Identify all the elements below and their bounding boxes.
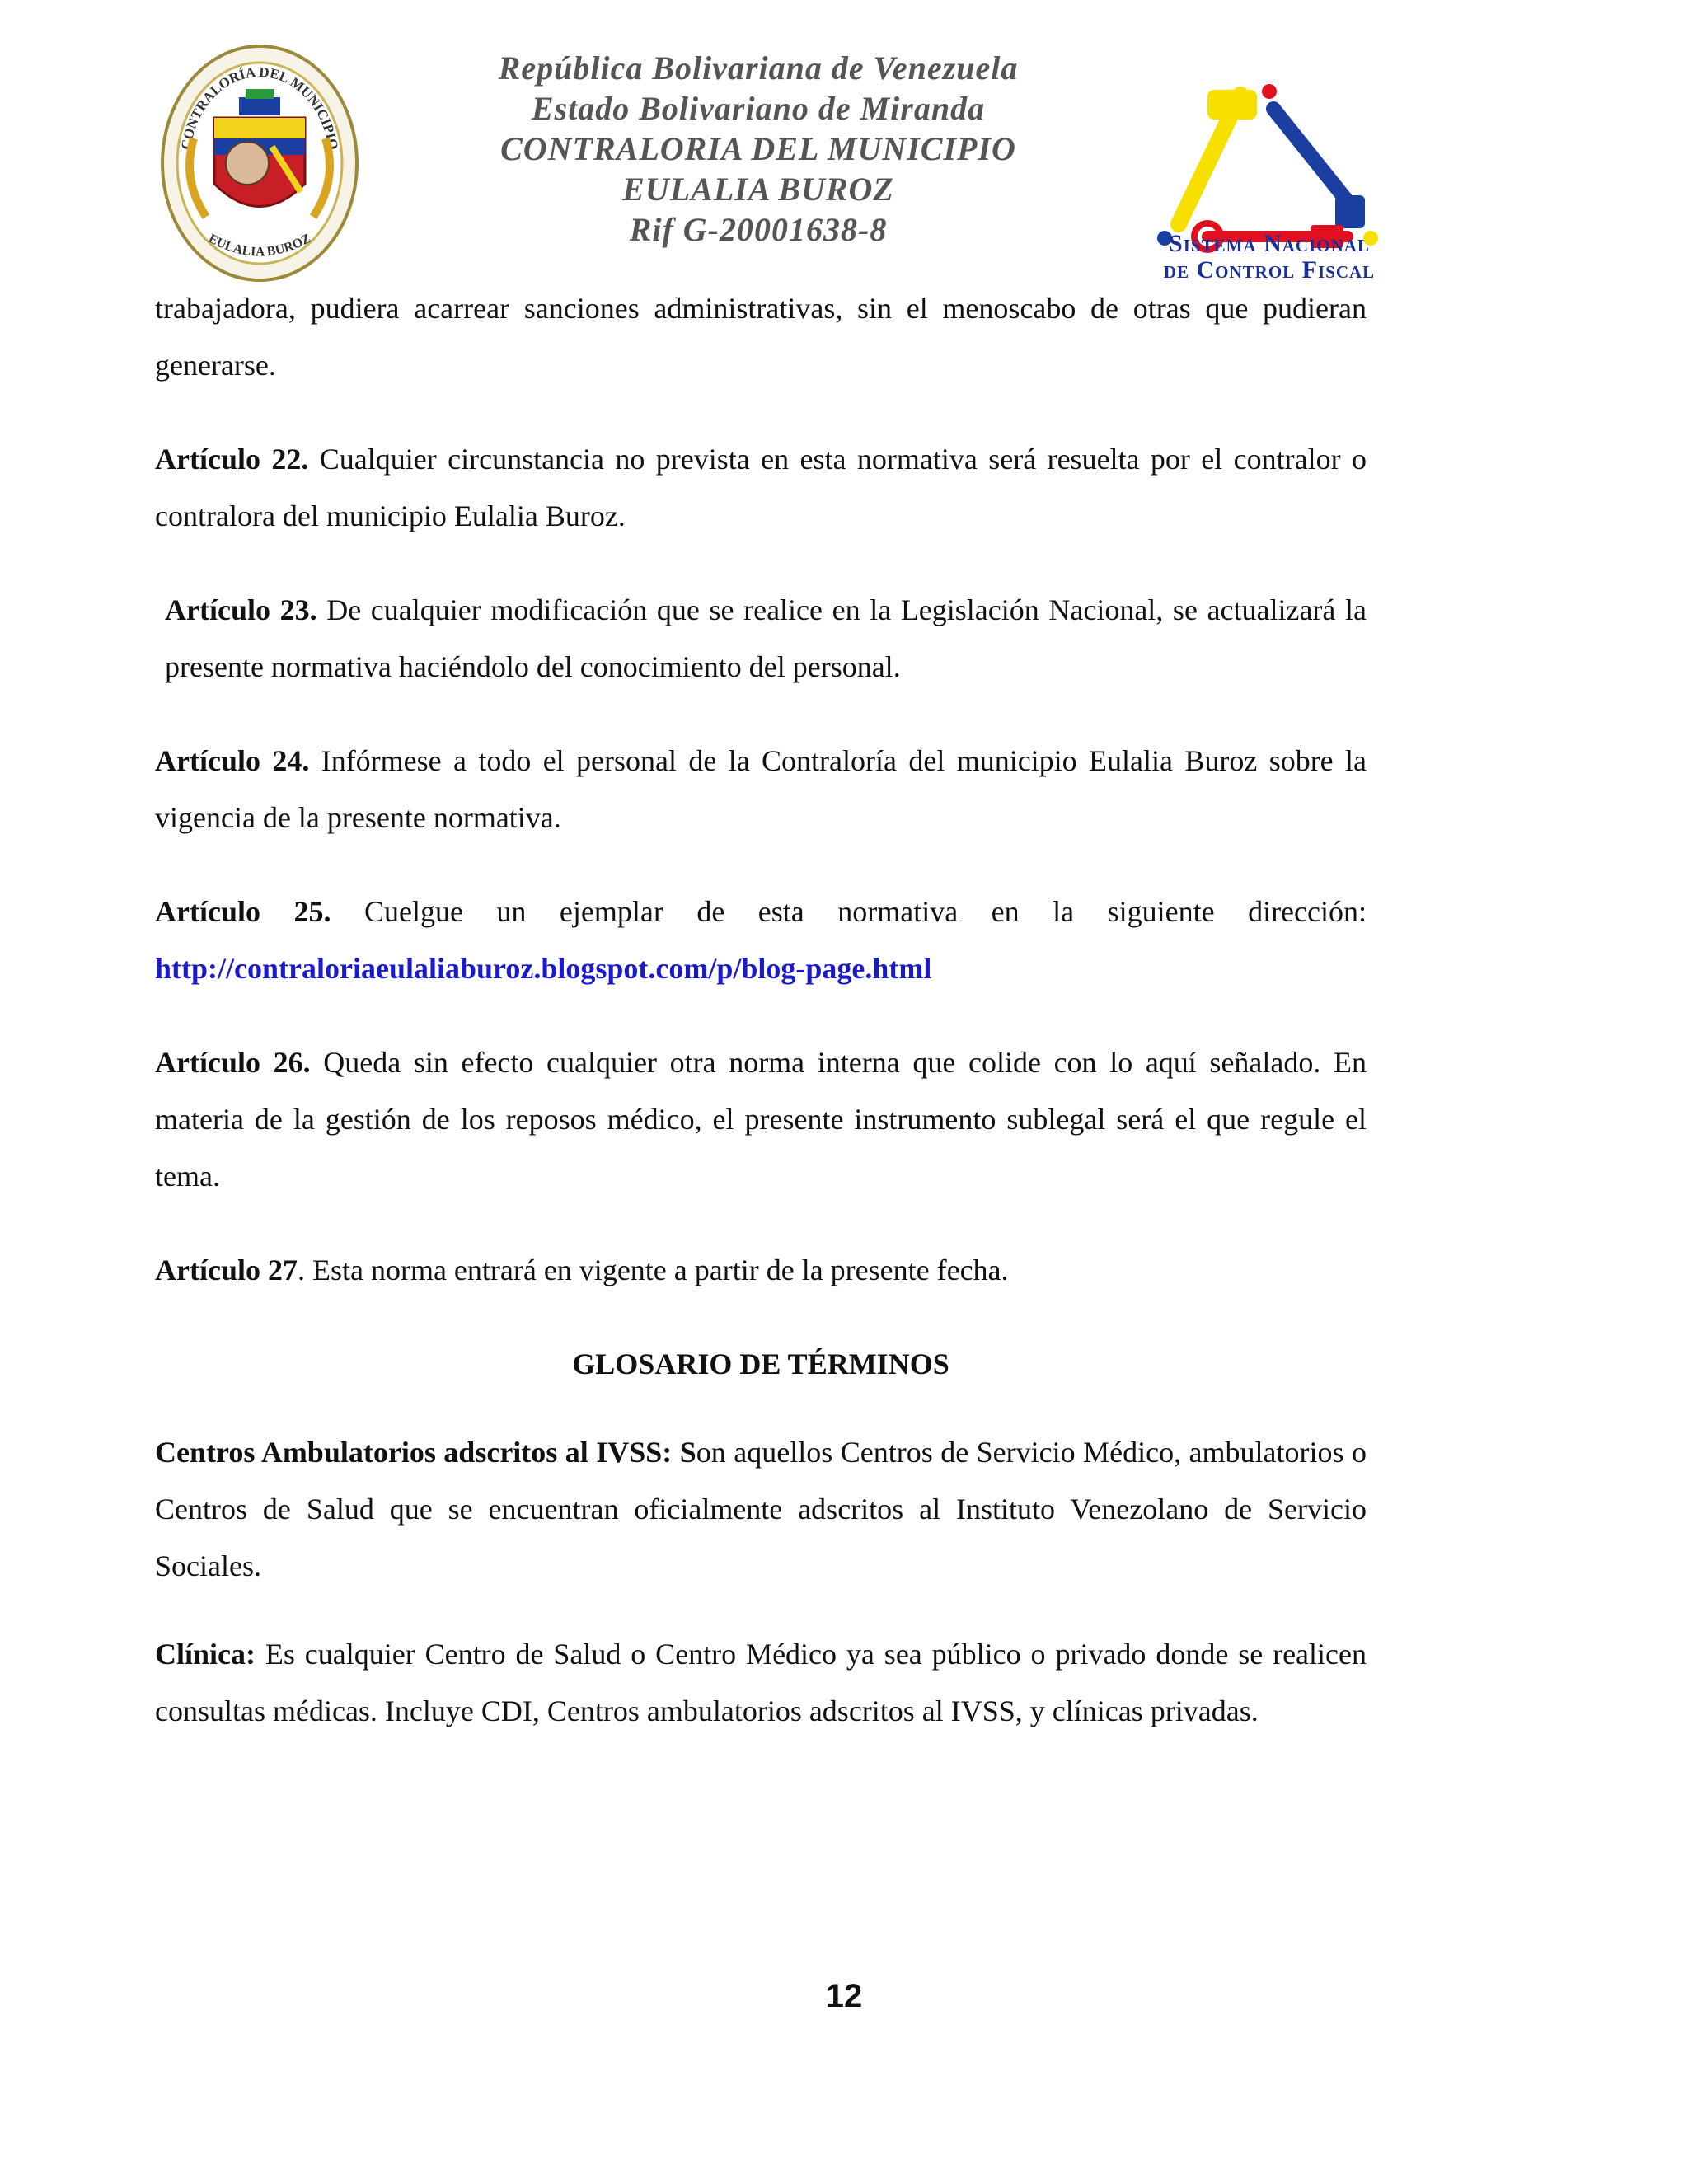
article-23-label: Artículo 23.	[165, 593, 317, 626]
article-24-label: Artículo 24.	[155, 744, 310, 777]
page-number: 12	[825, 1978, 863, 2014]
article-25-text: Cuelgue un ejemplar de esta normativa en la siguiente dirección:	[331, 895, 1367, 928]
header-line-contraloria: CONTRALORIA DEL MUNICIPIO	[500, 130, 1016, 167]
article-26-text: Queda sin efecto cualquier otra norma interna que colide con lo aquí señalado. En materia de la gestión de los reposos médico, el presente instrumento sublegal será el que regule el tema.	[155, 1046, 1367, 1193]
article-24-text: Infórmese a todo el personal de la Contraloría del municipio Eulalia Buroz sobre la vigencia de la presente normativa.	[155, 744, 1367, 834]
header-title	[462, 48, 1055, 250]
article-22-text: Cualquier circunstancia no prevista en esta normativa será resuelta por el contralor o contralora del municipio Eulalia Buroz.	[155, 443, 1367, 532]
document-body	[155, 280, 1367, 1740]
header-line-republic: República Bolivariana de Venezuela	[498, 49, 1019, 87]
article-25	[155, 883, 1367, 940]
snc-line-1: Sistema Nacional	[1169, 230, 1370, 257]
article-27-label: Artículo 27	[155, 1254, 298, 1286]
snc-logo-text	[1154, 231, 1385, 284]
paragraph-continuation: trabajadora, pudiera acarrear sanciones administrativas, sin el menoscabo de otras que pudieran generarse.	[155, 292, 1367, 382]
blog-page-link[interactable]: http://contraloriaeulaliaburoz.blogspot.com/p/blog-page.html	[155, 952, 932, 985]
seal-top-text: CONTRALORÍA DEL MUNICIPIO	[178, 63, 341, 152]
glossary-clinica-text: Es cualquier Centro de Salud o Centro Médico ya sea público o privado donde se realicen consultas médicas. Incluye CDI, Centros ambulatorios adscritos al IVSS, y clínicas privadas.	[155, 1638, 1367, 1727]
glossary-centros-text: on aquellos Centros de Servicio Médico, ambulatorios o Centros de Salud que se encuentran oficialmente adscritos al Instituto Venezolano de Servicio Sociales.	[155, 1436, 1367, 1582]
article-24	[155, 733, 1367, 846]
article-22	[155, 431, 1367, 545]
article-26-label: Artículo 26.	[155, 1046, 311, 1079]
article-27	[155, 1242, 1367, 1299]
article-23	[155, 582, 1367, 696]
glossary-title: GLOSARIO DE TÉRMINOS	[572, 1347, 950, 1380]
article-25-link-line	[155, 940, 1367, 997]
seal-bottom-text: EULALIA BUROZ	[206, 231, 313, 260]
article-27-text: . Esta norma entrará en vigente a partir de la presente fecha.	[297, 1254, 1009, 1286]
municipal-comptroller-seal-icon	[157, 40, 363, 287]
article-25-label: Artículo 25.	[155, 895, 331, 928]
glossary-centros-label: Centros Ambulatorios adscritos al IVSS: S	[155, 1436, 696, 1469]
article-26	[155, 1034, 1367, 1205]
header-line-rif: Rif G-20001638-8	[629, 211, 888, 248]
snc-line-2: de Control Fiscal	[1163, 256, 1376, 284]
glossary-clinica-label: Clínica:	[155, 1638, 256, 1671]
glossary-centros-ambulatorios	[155, 1424, 1367, 1595]
article-23-text: De cualquier modificación que se realice en la Legislación Nacional, se actualizará la presente normativa haciéndolo del conocimiento del personal.	[165, 593, 1367, 683]
page-header	[0, 0, 1688, 284]
header-line-municipality: EULALIA BUROZ	[622, 171, 894, 208]
header-line-state: Estado Bolivariano de Miranda	[531, 90, 986, 127]
article-22-label: Artículo 22.	[155, 443, 309, 476]
glossary-clinica	[155, 1626, 1367, 1740]
